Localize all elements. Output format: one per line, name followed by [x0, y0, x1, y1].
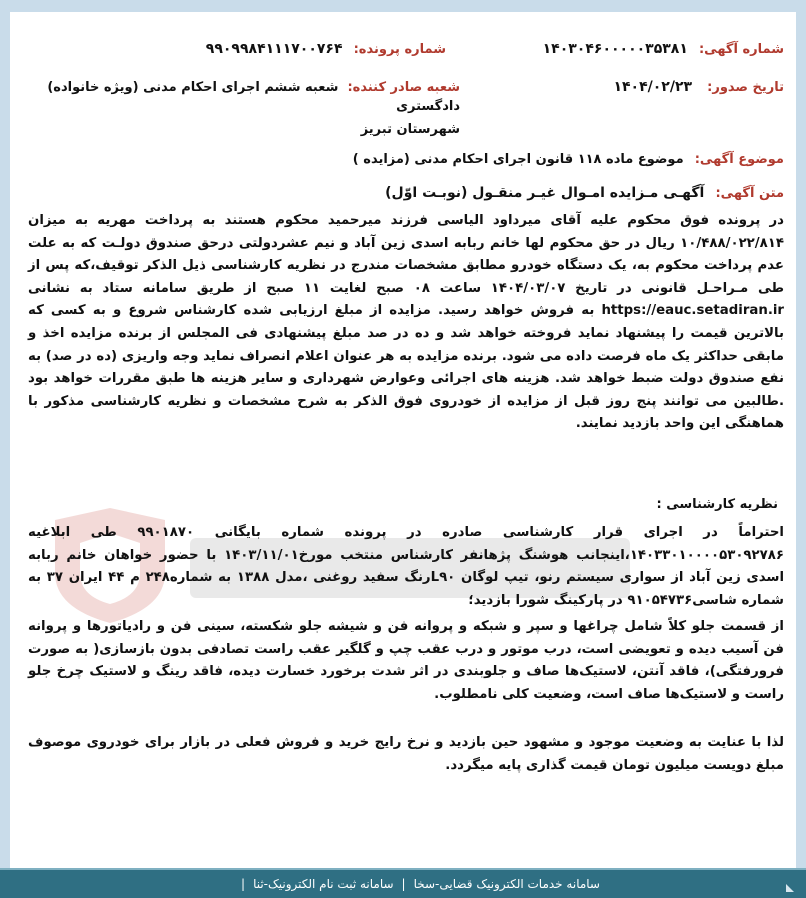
case-number: ۹۹۰۹۹۸۴۱۱۱۷۰۰۷۶۴: [205, 41, 343, 57]
case-number-label: شماره پرونده:: [353, 42, 446, 57]
subject-label: موضوع آگهی:: [694, 152, 784, 167]
issuer-line1: شعبه ششم اجرای احکام مدنی (ویژه خانواده) دادگستری: [47, 80, 460, 114]
notice-number-row: [543, 38, 784, 57]
issuer-row: [40, 76, 460, 137]
notice-body-paragraph: در پرونده فوق محکوم علیه آقای میرداود الیاسی فرزند میرحمید محکوم هستند به پرداخت مهریه به میزان ۱۰/۴۸۸/۰۲۲/۸۱۴ ریال در حق محکوم لها خانم ربابه اسدی زین آباد و نیم عشردولتی درحق صندوق دولـت که به علت عدم پرداخت محکوم به، یک دستگاه خودرو مطابق مشخصات مندرج در نظریه کارشناسی ذیل الذکر توقیف،که پس از طی مـراحـل قانونی در تاریخ ۱۴۰۴/۰۳/۰۷ ساعت ۰۸ صبح لغایت ۱۱ صبح از طریق سامانه ستاد به نشانی https://eauc.setadiran.ir به فروش خواهد رسید. مزایده از مبلغ ارزیابی شده کارشناس شروع و به کسی که بالاترین قیمت را پیشنهاد نماید فروخته خواهد شد و ده در صد مبلغ پیشنهادی فی المجلس از برنده مزایده اخذ و مابقی حداکثر یک ماه فرصت داده می شود. برنده مزایده به هر عنوان اعلام انصراف نماید وجه واریزی (ده در صد) به نفع صندوق دولت ضبط خواهد شد. هزینه های اجرائی وعوارض شهرداری و سایر هزینه ها طبق مقررات خواهد بود .طالبین می توانند پنج روز قبل از مزایده از خودروی فوق الذکر به شرح مشخصات و نظریه کارشناسی مذکور با هماهنگی این واحد بازدید نمایند.: [28, 213, 784, 432]
expert-paragraph-2: از قسمت جلو کلاً شامل چراغها و سپر و شبکه و پروانه فن و شیشه جلو شکسته، سینی فن و رادیاتورها و پروانه فن آسیب دیده و تعویضی است، درب موتور و درب عقب چپ و گلگیر عقب راست تصادفی بدون بازسازی( به صورت فرورفتگی)، فاقد آنتن، لاستیک‌ها صاف و جلوبندی در اثر شدت برخورد خسارت دیده، فاقد رینگ و لاستیک چرخ جلو راست و لاستیک‌ها صاف است، وضعیت کلی نامطلوب.: [28, 619, 784, 702]
notice-number-label: شماره آگهی:: [698, 42, 784, 57]
notice-title: آگهـی مـزایده امـوال غیـر منقـول (نوبـت اوّل): [385, 185, 705, 201]
issuer-line2: شهرستان تبریز: [360, 122, 460, 137]
scroll-corner-icon: [786, 884, 794, 892]
footer-link-sana[interactable]: سامانه ثبت نام الکترونیک-ثنا: [253, 877, 394, 891]
subject-row: [353, 148, 784, 167]
expert-paragraph-3: لذا با عنایت به وضعیت موجود و مشهود حین بازدید و نرخ رایج خرید و فروش فعلی در بازار برای خودروی موصوف مبلغ دویست میلیون تومان قیمت گذاری پایه میگردد.: [28, 735, 784, 773]
case-number-row: [206, 38, 446, 57]
expert-heading: نظریه کارشناسی :: [656, 497, 778, 512]
notice-text-row: [385, 182, 784, 201]
notice-number: ۱۴۰۳۰۴۶۰۰۰۰۰۳۵۳۸۱: [542, 41, 688, 57]
issue-date-label: تاریخ صدور:: [707, 80, 784, 95]
footer-bar: [0, 868, 806, 898]
issue-date-row: [613, 76, 784, 95]
issuer-label: شعبه صادر کننده:: [347, 80, 460, 95]
notice-text-label: متن آگهی:: [715, 186, 784, 201]
issue-date: ۱۴۰۴/۰۲/۲۳: [613, 79, 693, 95]
footer-separator: |: [401, 877, 406, 891]
subject-value: موضوع ماده ۱۱۸ قانون اجرای احکام مدنی (مزایده ): [352, 152, 684, 167]
footer-link-sakha[interactable]: سامانه خدمات الکترونیک قضایی-سخا: [413, 877, 600, 891]
footer-separator-end: |: [241, 877, 246, 891]
expert-paragraph-1: احتراماً در اجرای قرار کارشناسی صادره در پرونده شماره بایگانی ۹۹۰۱۸۷۰ طی ابلاغیه ۱۴۰۳۳۰۱۰۰۰۰۵۳۰۹۲۷۸۶،اینجانب هوشنگ پژهانفر کارشناس منتخب مورخ۱۴۰۳/۱۱/۰۱ با حضور خواهان خانم ربابه اسدی زین آباد از سواری سیستم رنو، تیپ لوگان L۹۰رنگ سفید روغنی ،مدل ۱۳۸۸ به شماره۲۴۸ م ۴۴ ایران ۳۷ به شماره شاسی۹۱۰۵۴۷۳۶ در پارکینگ شورا بازدید؛: [28, 525, 785, 608]
